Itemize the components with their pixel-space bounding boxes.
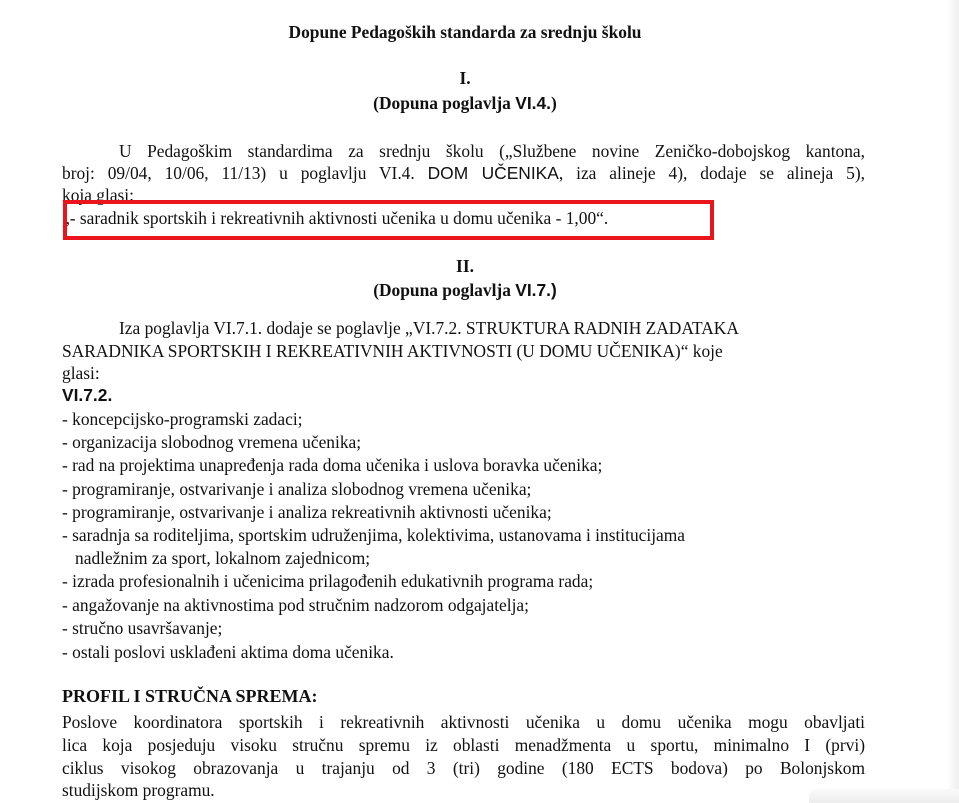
paragraph-2-line-1: Iza poglavlja VI.7.1. dodaje se poglavlje „VI.7.2. STRUKTURA RADNIH ZADATAKA xyxy=(119,318,739,338)
paragraph-1-line-3: koja glasi: xyxy=(62,185,134,205)
paragraph-1-line-1: U Pedagoškim standardima za srednju školu („Službene novine Zeničko-dobojskog kantona, xyxy=(119,141,865,161)
paragraph-1-line-2-a: broj: 09/04, 10/06, 11/13) u poglavlju VI.4. xyxy=(62,163,428,183)
section-1-heading xyxy=(0,92,930,114)
profile-line: lica koja posjeduju visoku stručnu spremu iz oblasti menadžmenta u sportu, minimalno I (prvi) xyxy=(62,735,865,755)
list-item: - organizacija slobodnog vremena učenika; xyxy=(62,432,362,452)
section-1-heading-prefix: (Dopuna poglavlja xyxy=(373,93,516,113)
profile-line: ciklus visokog obrazovanja u trajanju od 3 (tri) godine (180 ECTS bodova) po Bolonjskom xyxy=(62,758,865,778)
subsection-heading: VI.7.2. xyxy=(62,385,113,405)
section-2-heading-ref: VI.7.) xyxy=(515,280,557,300)
section-2-heading-prefix: (Dopuna poglavlja xyxy=(373,280,516,300)
red-highlight-box xyxy=(63,200,714,240)
profile-line: studijskom programu. xyxy=(62,780,215,800)
list-item-continuation: nadležnim za sport, lokalnom zajednicom; xyxy=(62,548,371,568)
list-item: - koncepcijsko-programski zadaci; xyxy=(62,409,303,429)
paragraph-1-line-2-c: , iza alineje 4), dodaje se alineja 5), xyxy=(558,163,865,183)
section-1-heading-ref: VI.4. xyxy=(515,93,552,113)
list-item: - izrada profesionalnih i učenicima prilagođenih edukativnih programa rada; xyxy=(62,571,594,591)
section-1-numeral: I. xyxy=(459,68,471,88)
section-2-heading xyxy=(0,279,930,301)
document-title: Dopune Pedagoških standarda za srednju školu xyxy=(288,22,642,42)
section-1-heading-suffix: ) xyxy=(551,93,557,113)
viewer-scroll-corner xyxy=(809,789,959,803)
list-item: - stručno usavršavanje; xyxy=(62,618,223,638)
dom-ucenika-term: DOM UČENIKA xyxy=(427,163,559,183)
profile-heading: PROFIL I STRUČNA SPREMA: xyxy=(62,686,318,706)
list-item: - angažovanje na aktivnostima pod stručnim nadzorom odgajatelja; xyxy=(62,595,529,615)
profile-line: Poslove koordinatora sportskih i rekreativnih aktivnosti učenika u domu učenika mogu obavljati xyxy=(62,712,865,732)
list-item: - ostali poslovi usklađeni aktima doma učenika. xyxy=(62,642,394,662)
paragraph-2-line-3: glasi: xyxy=(62,363,100,383)
list-item: - rad na projektima unapređenja rada doma učenika i uslova boravka učenika; xyxy=(62,455,603,475)
paragraph-1-line-2 xyxy=(62,162,865,184)
paragraph-2-line-2: SARADNIKA SPORTSKIH I REKREATIVNIH AKTIVNOSTI (U DOMU UČENIKA)“ koje xyxy=(62,341,723,361)
page-edge xyxy=(947,0,959,803)
list-item: - programiranje, ostvarivanje i analiza rekreativnih aktivnosti učenika; xyxy=(62,502,552,522)
quoted-amendment-text: „- saradnik sportskih i rekreativnih aktivnosti učenika u domu učenika - 1,00“. xyxy=(62,208,609,228)
list-item: - saradnja sa roditeljima, sportskim udruženjima, kolektivima, ustanovama i institucijama xyxy=(62,525,686,545)
section-2-numeral: II. xyxy=(456,256,474,276)
list-item: - programiranje, ostvarivanje i analiza slobodnog vremena učenika; xyxy=(62,479,532,499)
